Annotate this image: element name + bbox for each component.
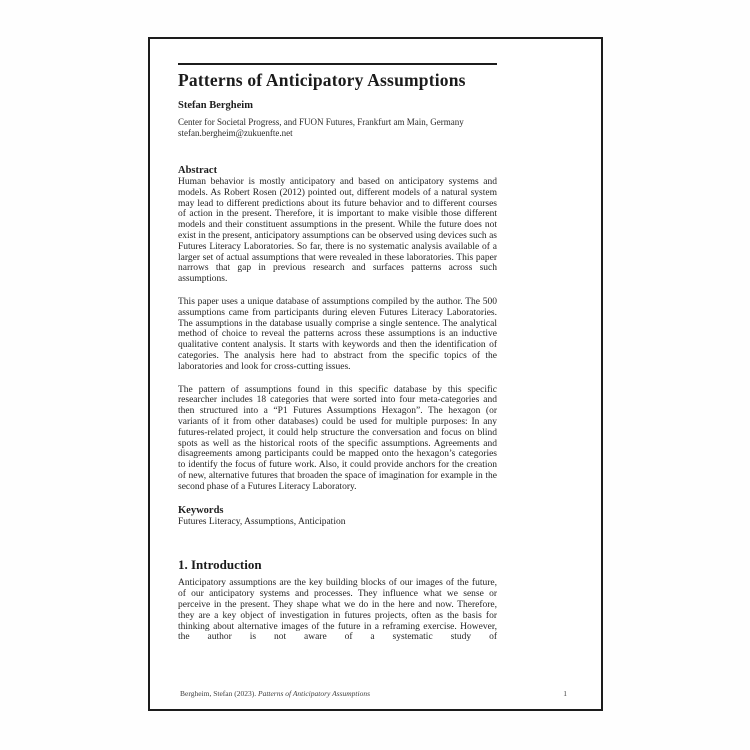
author-email: stefan.bergheim@zukuenfte.net — [178, 128, 293, 138]
footer-citation-title: Patterns of Anticipatory Assumptions — [257, 689, 371, 698]
section-heading-introduction: 1. Introduction — [178, 557, 262, 573]
paper-page — [148, 37, 603, 711]
keywords-list: Futures Literacy, Assumptions, Anticipation — [178, 516, 346, 527]
abstract-paragraph-2: This paper uses a unique database of assumptions compiled by the author. The 500 assumptions came from participants during eleven Futures Literacy Laboratories. The assumptions in the database usually comprise a single sentence. The analytical method of choice to reveal the patterns across these assumptions is an inductive qualitative content analysis. It starts with keywords and then the identification of categories. The analysis here had to abstract from the specific topics of the laboratories and look for cross-cutting issues. — [178, 296, 497, 372]
page-number: 1 — [563, 689, 567, 698]
abstract-paragraph-1: Human behavior is mostly anticipatory and based on anticipatory systems and models. As Robert Rosen (2012) pointed out, different models of a natural system may lead to different predictions about its future behavior and to different courses of action in the present. Therefore, it is important to make visible those different models and their constituent assumptions in the present. While the future does not exist in the present, anticipatory assumptions can be observed using devices such as Futures Literacy Laboratories. So far, there is no systematic analysis available of a larger set of actual assumptions that were revealed in these laboratories. This paper narrows that gap in previous research and surfaces patterns across such assumptions. — [178, 177, 497, 285]
introduction-paragraph: Anticipatory assumptions are the key building blocks of our images of the future, of our anticipatory systems and processes. They influence what we sense or perceive in the present. They shape what we do in the here and now. Therefore, they are a key object of investigation in futures projects, often as the basis for thinking about alternative images of the future in a reframing exercise. However, the author is not aware of a systematic study of — [178, 578, 497, 643]
page-footer — [180, 689, 567, 698]
abstract-paragraph-3: The pattern of assumptions found in this specific database by this specific researcher includes 18 categories that were sorted into four meta-categories and then structured into a “P1 Futures Assumptions Hexagon”. The hexagon (or variants of it from other databases) could be used for multiple purposes: In any futures-related project, it could help structure the conversation and focus on blind spots as well as the historical roots of the specific assumptions. Agreements and disagreements among participants could be mapped onto the hexagon’s categories to identify the focus of future work. Also, it could provide anchors for the creation of new, alternative futures that broaden the space of imagination for example in the second phase of a Futures Literacy Laboratory. — [178, 384, 497, 492]
author-affiliation: Center for Societal Progress, and FUON Futures, Frankfurt am Main, Germany — [178, 117, 464, 127]
author-name: Stefan Bergheim — [178, 100, 253, 111]
abstract-heading: Abstract — [178, 165, 218, 176]
paper-title: Patterns of Anticipatory Assumptions — [178, 70, 466, 90]
title-rule — [178, 63, 497, 65]
keywords-heading: Keywords — [178, 504, 224, 516]
footer-citation-authors: Bergheim, Stefan (2023). — [180, 689, 258, 698]
footer-citation — [180, 689, 370, 698]
